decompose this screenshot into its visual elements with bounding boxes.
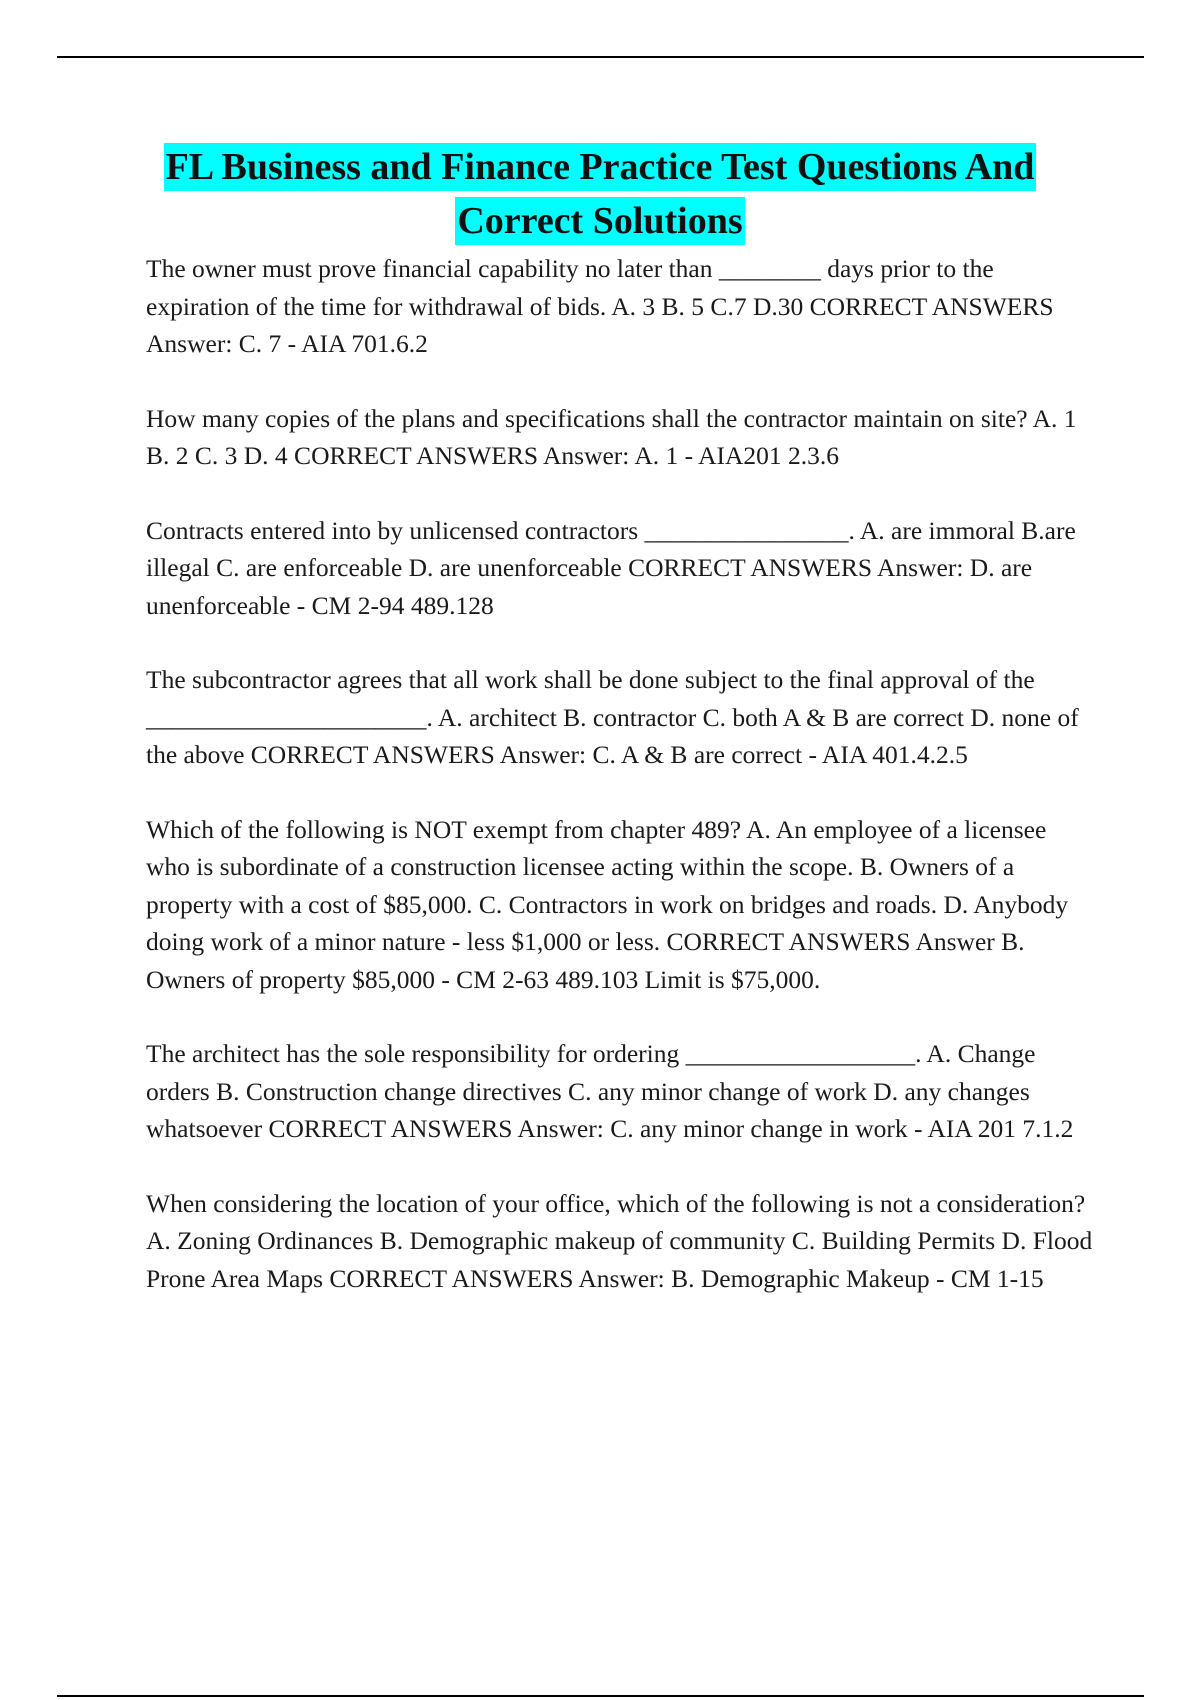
document-title [100,140,1100,248]
title-line-2: Correct Solutions [455,197,744,245]
question-item-3: Contracts entered into by unlicensed contractors ________________. A. are immoral B.are illegal C. are enforceable D. are unenforceable CORRECT ANSWERS Answer: D. are unenforceable - CM 2-94 489.128 [146,515,1076,620]
question-item-4: The subcontractor agrees that all work shall be done subject to the final approval of the ______________________. A. architect B. contractor C. both A & B are correct D. none of the above CORRECT ANSWERS Answer: C. A & B are correct - AIA 401.4.2.5 [146,665,1079,769]
question-item-6: The architect has the sole responsibility for ordering __________________. A. Change orders B. Construction change directives C. any minor change of work D. any changes whatsoever CORRECT ANSWERS Answer: C. any minor change in work - AIA 201 7.1.2 [146,1039,1074,1143]
question-item-1: The owner must prove financial capability no later than ________ days prior to the expiration of the time for withdrawal of bids. A. 3 B. 5 C.7 D.30 CORRECT ANSWERS Answer: C. 7 - AIA 701.6.2 [146,254,1054,358]
top-rule [57,56,1144,58]
question-item-7: When considering the location of your office, which of the following is not a consideration? A. Zoning Ordinances B. Demographic makeup of community C. Building Permits D. Flood Prone Area Maps CORRECT ANSWERS Answer: B. Demographic Makeup - CM 1-15 [146,1188,1093,1293]
question-item-5: Which of the following is NOT exempt from chapter 489? A. An employee of a licensee who is subordinate of a construction licensee acting within the scope. B. Owners of a property with a cost of $85,000. C. Contractors in work on bridges and roads. D. Anybody doing work of a minor nature - less $1,000 or less. CORRECT ANSWERS Answer B. Owners of property $85,000 - CM 2-63 489.103 Limit is $75,000. [146,814,1069,994]
question-list [146,250,1096,1334]
question-item-2: How many copies of the plans and specifications shall the contractor maintain on site? A. 1 B. 2 C. 3 D. 4 CORRECT ANSWERS Answer: A. 1 - AIA201 2.3.6 [146,403,1077,470]
title-line-1: FL Business and Finance Practice Test Questions And [164,143,1037,191]
bottom-rule [57,1695,1144,1697]
